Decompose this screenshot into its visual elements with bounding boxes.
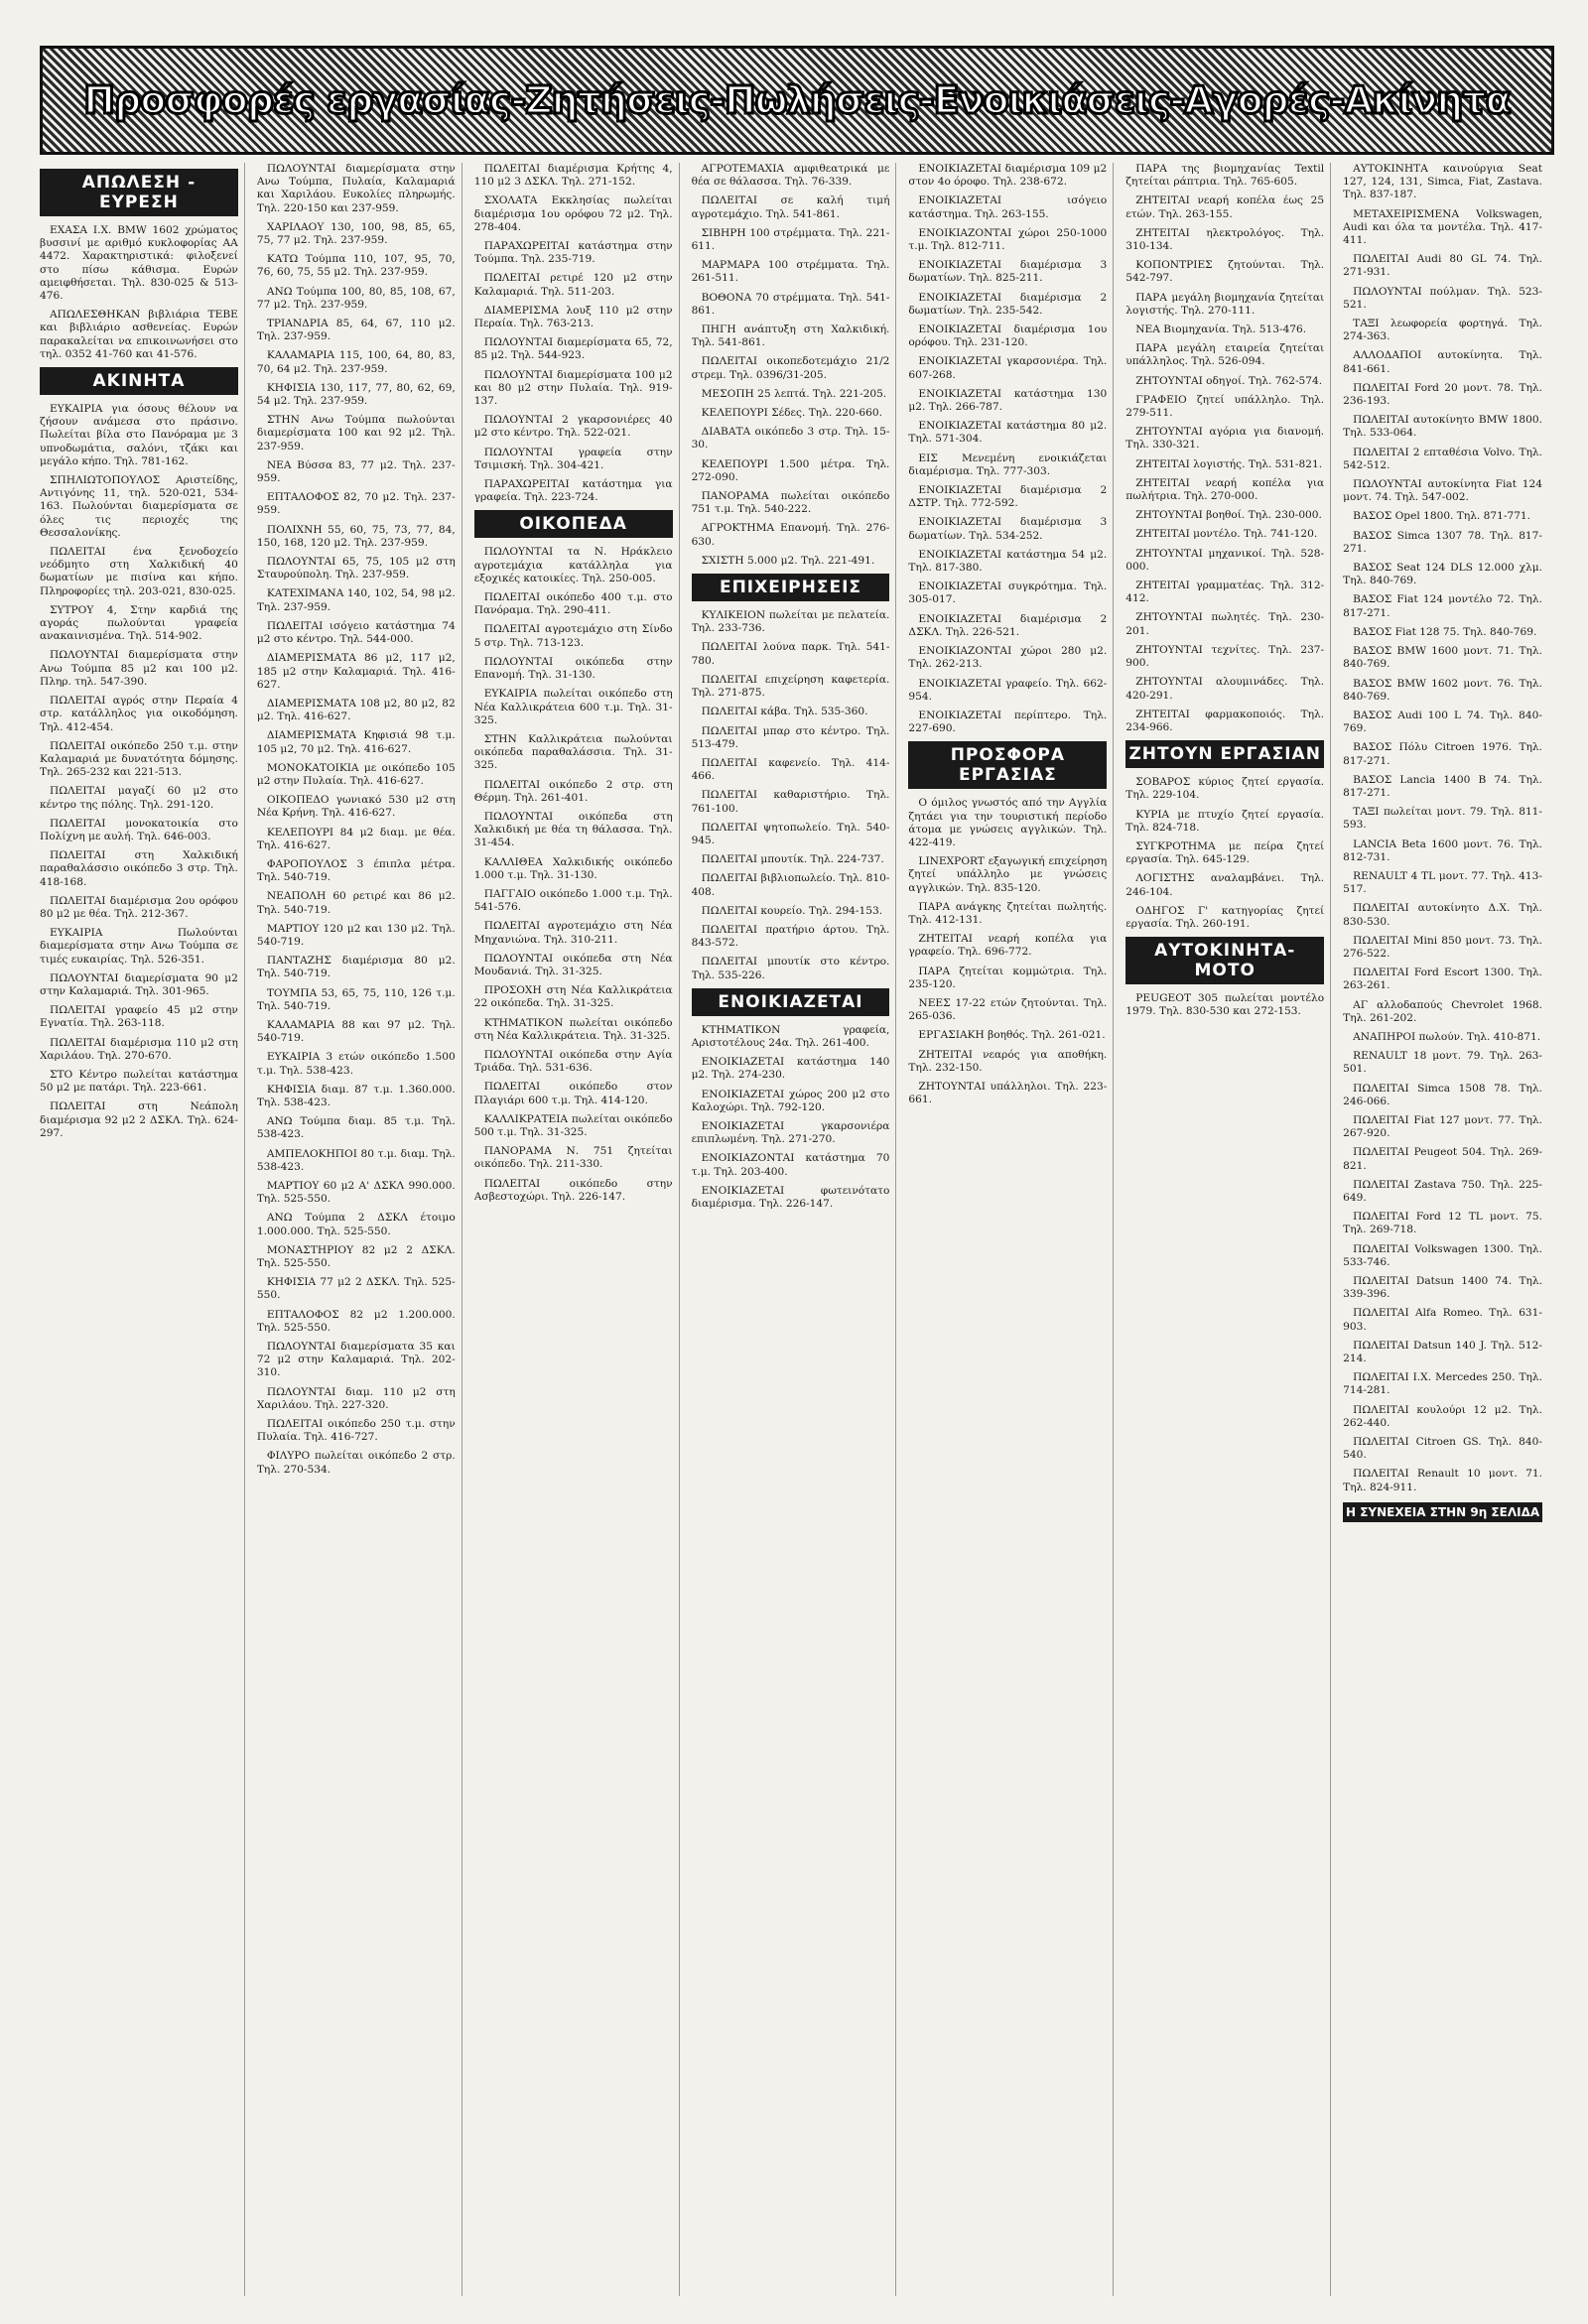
classified-ad: ΖΗΤΟΥΝΤΑΙ οδηγοί. Τηλ. 762-574. (1135, 374, 1323, 387)
classified-ad: ΚΤΗΜΑΤΙΚΟΝ γραφεία, Αριστοτέλους 24α. Τηλ. 261-400. (691, 1023, 890, 1049)
classified-ad: ΕΝΟΙΚΙΑΖΕΤΑΙ γκαρσονιέρα. Τηλ. 607-268. (908, 355, 1108, 381)
classified-ad: ΣΙΒΗΡΗ 100 στρέμματα. Τηλ. 221-611. (691, 226, 890, 253)
continued-note: Η ΣΥΝΕΧΕΙΑ ΣΤΗΝ 9η ΣΕΛΙΔΑ (1343, 1502, 1542, 1522)
classified-ad: ΕΝΟΙΚΙΑΖΕΤΑΙ κατάστημα 140 μ2. Τηλ. 274-230. (691, 1056, 890, 1082)
classified-ad: ΒΑΣΟΣ BMW 1602 μοντ. 76. Τηλ. 840-769. (1343, 677, 1542, 703)
classified-ad: ΕΝΟΙΚΙΑΖΕΤΑΙ διαμέρισμα 2 ΔΣΚΛ. Τηλ. 226-521. (908, 612, 1108, 638)
classified-ad: ΖΗΤΕΙΤΑΙ νεαρός για αποθήκη. Τηλ. 232-150. (908, 1048, 1108, 1074)
classified-ad: ΕΝΟΙΚΙΑΖΟΝΤΑΙ χώροι 250-1000 τ.μ. Τηλ. 812-711. (908, 226, 1108, 253)
classified-ad: ΦΑΡΟΠΟΥΛΟΣ 3 έπιπλα μέτρα. Τηλ. 540-719. (256, 857, 456, 884)
classified-ad: ΚΑΛΑΜΑΡΙΑ 115, 100, 64, 80, 83, 70, 64 μ2. Τηλ. 237-959. (256, 349, 456, 375)
banner-title: Προσφορές εργασίας-Ζητήσεις-Πωλήσεις-Ενοικιάσεις-Αγορές-Ακίνητα (83, 78, 1511, 122)
classified-ad: ΖΗΤΕΙΤΑΙ ηλεκτρολόγος. Τηλ. 310-134. (1125, 226, 1325, 253)
classified-ad: ΕΥΚΑΙΡΙΑ για όσους θέλουν να ζήσουν ανάμεσα στο πράσινο. Πωλείται βίλα στο Πανόραμα με 3 υπνοδωμάτια, σαλόνι, τζάκι και μεγάλο κήπο. Τηλ. 781-162. (40, 403, 238, 467)
classified-ad: ΕΝΟΙΚΙΑΖΕΤΑΙ γκαρσονιέρα επιπλωμένη. Τηλ. 271-270. (691, 1119, 890, 1146)
classified-ad: ΠΩΛΕΙΤΑΙ ρετιρέ 120 μ2 στην Καλαμαριά. Τηλ. 511-203. (473, 272, 673, 298)
classified-ad: ΠΗΓΗ ανάπτυξη στη Χαλκιδική. Τηλ. 541-861. (691, 323, 890, 349)
classified-ad: ΕΧΑΣΑ Ι.Χ. BMW 1602 χρώματος βυσσινί με αριθμό κυκλοφορίας ΑΑ 4472. Χαρακτηριστικά: φιλοξενεί στο πίσω κάθισμα. Ευρών αμειφθήσεται. Τηλ. 830-025 & 513-476. (40, 224, 238, 303)
classified-ad: ΚΥΛΙΚΕΙΟΝ πωλείται με πελατεία. Τηλ. 233-736. (691, 609, 890, 635)
classified-ad: ΒΑΣΟΣ Πόλυ Citroen 1976. Τηλ. 817-271. (1343, 741, 1542, 767)
classified-ad: ΒΑΣΟΣ Fiat 128 75. Τηλ. 840-769. (1353, 625, 1537, 638)
classified-ad: ΠΩΛΕΙΤΑΙ αυτοκίνητο Δ.Χ. Τηλ. 830-530. (1343, 902, 1542, 928)
classified-ad: ΠΩΛΕΙΤΑΙ ισόγειο κατάστημα 74 μ2 στο κέντρο. Τηλ. 544-000. (256, 619, 456, 646)
classified-ad: ΚΟΠΟΝΤΡΙΕΣ ζητούνται. Τηλ. 542-797. (1125, 259, 1325, 285)
classified-ad: ΚΥΡΙΑ με πτυχίο ζητεί εργασία. Τηλ. 824-718. (1125, 808, 1325, 834)
classified-ad: ΠΩΛΟΥΝΤΑΙ 65, 75, 105 μ2 στη Σταυρούπολη. Τηλ. 237-959. (256, 556, 456, 581)
classified-ad: ΑΛΛΟΔΑΠΟΙ αυτοκίνητα. Τηλ. 841-661. (1343, 349, 1542, 375)
classified-ad: ΚΑΛΛΙΚΡΑΤΕΙΑ πωλείται οικόπεδο 500 τ.μ. Τηλ. 31-325. (473, 1112, 673, 1138)
classified-ad: ΑΥΤΟΚΙΝΗΤΑ καινούργια Seat 127, 124, 131, Simca, Fiat, Zastava. Τηλ. 837-187. (1343, 163, 1542, 201)
classified-ad: ΠΩΛΟΥΝΤΑΙ διαμ. 110 μ2 στη Χαριλάου. Τηλ. 227-320. (256, 1385, 456, 1411)
classified-ad: ΠΩΛΕΙΤΑΙ ψητοπωλείο. Τηλ. 540-945. (691, 821, 890, 846)
classified-ad: ΖΗΤΟΥΝΤΑΙ αλουμινάδες. Τηλ. 420-291. (1125, 676, 1325, 702)
classified-ad: ΣΠΗΛΙΩΤΟΠΟΥΛΟΣ Αριστείδης, Αντιγόνης 11, τηλ. 520-021, 534-163. Πωλούνται διαμερίσματα σε όλες τις περιοχές της Θεσσαλονίκης. (40, 474, 238, 539)
section-header: ΑΚΙΝΗΤΑ (40, 367, 238, 395)
classified-ad: ΠΡΟΣΟΧΗ στη Νέα Καλλικράτεια 22 οικόπεδα. Τηλ. 31-325. (473, 984, 673, 1010)
classified-ad: ΠΑΝΟΡΑΜΑ πωλείται οικόπεδο 751 τ.μ. Τηλ. 540-222. (691, 490, 890, 516)
classified-ad: ΚΕΛΕΠΟΥΡΙ 1.500 μέτρα. Τηλ. 272-090. (691, 457, 890, 483)
classified-ad: ΕΝΟΙΚΙΑΖΕΤΑΙ γραφείο. Τηλ. 662-954. (908, 677, 1108, 703)
classified-ad: ΕΝΟΙΚΙΑΖΕΤΑΙ διαμέρισμα 1ου ορόφου. Τηλ. 231-120. (908, 323, 1108, 349)
classified-ad: ΠΩΛΟΥΝΤΑΙ διαμερίσματα 90 μ2 στην Καλαμαριά. Τηλ. 301-965. (40, 971, 238, 997)
classified-ad: ΠΩΛΕΙΤΑΙ Ford 20 μοντ. 78. Τηλ. 236-193. (1343, 381, 1542, 408)
classified-ad: ΑΓΡΟΤΕΜΑΧΙΑ αμφιθεατρικά με θέα σε θάλασσα. Τηλ. 76-339. (691, 163, 890, 189)
classified-ad: ΠΩΛΕΙΤΑΙ επιχείρηση καφετερία. Τηλ. 271-875. (691, 673, 890, 700)
classified-ad: ΠΩΛΕΙΤΑΙ γραφείο 45 μ2 στην Εγνατία. Τηλ. 263-118. (40, 1004, 238, 1030)
column-7 (1343, 163, 1548, 2296)
classified-ad: ΣΤΟ Κέντρο πωλείται κατάστημα 50 μ2 με πατάρι. Τηλ. 223-661. (40, 1068, 238, 1095)
classified-ad: ΠΩΛΕΙΤΑΙ πρατήριο άρτου. Τηλ. 843-572. (691, 923, 890, 950)
section-header: ΑΠΩΛΕΣΗ - ΕΥΡΕΣΗ (40, 169, 238, 216)
classified-ad: ΖΗΤΟΥΝΤΑΙ αγόρια για διανομή. Τηλ. 330-321. (1125, 426, 1325, 452)
classified-ad: ΖΗΤΕΙΤΑΙ νεαρή κοπέλα έως 25 ετών. Τηλ. 263-155. (1125, 194, 1325, 220)
classified-ad: ΑΝΩ Τούμπα 100, 80, 85, 108, 67, 77 μ2. Τηλ. 237-959. (256, 285, 456, 311)
classified-ad: ΠΩΛΟΥΝΤΑΙ αυτοκίνητα Fiat 124 μοντ. 74. Τηλ. 547-002. (1343, 478, 1542, 504)
classified-ad: ΕΝΟΙΚΙΑΖΕΤΑΙ κατάστημα 54 μ2. Τηλ. 817-380. (908, 548, 1108, 575)
classified-ad: ΠΩΛΟΥΝΤΑΙ οικόπεδα στη Χαλκιδική με θέα τη θάλασσα. Τηλ. 31-454. (473, 810, 673, 849)
classified-ad: ΠΩΛΕΙΤΑΙ κουλούρι 12 μ2. Τηλ. 262-440. (1343, 1403, 1542, 1429)
section-header: ΠΡΟΣΦΟΡΑ ΕΡΓΑΣΙΑΣ (908, 741, 1107, 789)
classified-ad: ΠΩΛΟΥΝΤΑΙ γραφεία στην Τσιμισκή. Τηλ. 304-421. (473, 446, 673, 471)
column-3 (474, 163, 680, 2296)
classified-ad: ΟΙΚΟΠΕΔΟ γωνιακό 530 μ2 στη Νέα Κρήνη. Τηλ. 416-627. (256, 794, 456, 820)
classified-ad: ΚΗΦΙΣΙΑ 130, 117, 77, 80, 62, 69, 54 μ2. Τηλ. 237-959. (256, 381, 456, 408)
classified-ad: ΠΩΛΟΥΝΤΑΙ διαμερίσματα 100 μ2 και 80 μ2 στην Πυλαία. Τηλ. 919-137. (473, 368, 673, 408)
classified-ad: ΠΑΓΓΑΙΟ οικόπεδο 1.000 τ.μ. Τηλ. 541-576. (473, 887, 673, 914)
classified-ad: LINEXPORT εξαγωγική επιχείρηση ζητεί υπάλληλο με γνώσεις αγγλικών. Τηλ. 835-120. (908, 855, 1108, 894)
section-header: ΕΝΟΙΚΙΑΖΕΤΑΙ (692, 988, 890, 1016)
classified-ad: ΠΩΛΟΥΝΤΑΙ οικόπεδα στην Αγία Τριάδα. Τηλ. 531-636. (473, 1048, 673, 1075)
classified-ad: ΠΩΛΕΙΤΑΙ μπουτίκ στο κέντρο. Τηλ. 535-226. (691, 956, 890, 981)
classified-ad: ΠΩΛΕΙΤΑΙ οικόπεδο 250 τ.μ. στην Πυλαία. Τηλ. 416-727. (256, 1418, 456, 1444)
classified-ad: ΑΜΠΕΛΟΚΗΠΟΙ 80 τ.μ. διαμ. Τηλ. 538-423. (256, 1147, 456, 1173)
classified-ad: ΠΑΝΟΡΑΜΑ Ν. 751 ζητείται οικόπεδο. Τηλ. 211-330. (473, 1145, 673, 1171)
classified-ad: ΚΗΦΙΣΙΑ διαμ. 87 τ.μ. 1.360.000. Τηλ. 538-423. (256, 1083, 456, 1108)
classified-ad: ΕΙΣ Μενεμένη ενοικιάζεται διαμέρισμα. Τηλ. 777-303. (908, 452, 1108, 477)
classified-ad: ΔΙΑΜΕΡΙΣΜΑΤΑ 108 μ2, 80 μ2, 82 μ2. Τηλ. 416-627. (256, 697, 456, 723)
classified-ad: ΔΙΑΜΕΡΙΣΜΑΤΑ 86 μ2, 117 μ2, 185 μ2 στην Καλαμαριά. Τηλ. 416-627. (256, 652, 456, 691)
section-header: ΑΥΤΟΚΙΝΗΤΑ-ΜΟΤΟ (1125, 937, 1324, 984)
classified-ad: ΠΩΛΕΙΤΑΙ Peugeot 504. Τηλ. 269-821. (1343, 1146, 1542, 1172)
classified-ad: ΕΝΟΙΚΙΑΖΟΝΤΑΙ κατάστημα 70 τ.μ. Τηλ. 203-400. (691, 1152, 890, 1178)
classified-ad: ΠΑΡΑΧΩΡΕΙΤΑΙ κατάστημα για γραφεία. Τηλ. 223-724. (473, 478, 673, 504)
classified-ad: ΔΙΑΜΕΡΙΣΜΑ λουξ 110 μ2 στην Περαία. Τηλ. 763-213. (473, 304, 673, 330)
classified-ad: ΣΥΓΚΡΟΤΗΜΑ με πείρα ζητεί εργασία. Τηλ. 645-129. (1125, 839, 1325, 866)
classified-ad: ΠΩΛΕΙΤΑΙ μαγαζί 60 μ2 στο κέντρο της πόλης. Τηλ. 291-120. (40, 785, 238, 811)
classified-ad: ΑΠΩΛΕΣΘΗΚΑΝ βιβλιάρια ΤΕΒΕ και βιβλιάριο ασθενείας. Ευρών παρακαλείται να επικοινωνήσει στο τηλ. 0352 41-760 και 41-576. (40, 309, 238, 360)
classified-ad: ΕΠΤΑΛΟΦΟΣ 82 μ2 1.200.000. Τηλ. 525-550. (256, 1308, 456, 1334)
classified-ad: ΠΩΛΕΙΤΑΙ 2 επταθέσια Volvo. Τηλ. 542-512. (1343, 446, 1542, 471)
column-1 (40, 163, 245, 2296)
classified-ad: ΕΝΟΙΚΙΑΖΕΤΑΙ διαμέρισμα 109 μ2 στον 4ο όροφο. Τηλ. 238-672. (908, 163, 1108, 189)
classified-ad: ΚΑΤΩ Τούμπα 110, 107, 95, 70, 76, 60, 75, 55 μ2. Τηλ. 237-959. (256, 253, 456, 279)
classified-ad: ΖΗΤΟΥΝΤΑΙ μηχανικοί. Τηλ. 528-000. (1125, 547, 1325, 573)
classified-ad: ΖΗΤΕΙΤΑΙ λογιστής. Τηλ. 531-821. (1135, 457, 1323, 470)
classified-ad: ΚΑΛΛΙΘΕΑ Χαλκιδικής οικόπεδο 1.000 τ.μ. Τηλ. 31-130. (473, 855, 673, 881)
classified-ad: ΚΕΛΕΠΟΥΡΙ 84 μ2 διαμ. με θέα. Τηλ. 416-627. (256, 826, 456, 851)
classified-ad: ΠΩΛΕΙΤΑΙ οικόπεδο 400 τ.μ. στο Πανόραμα. Τηλ. 290-411. (473, 591, 673, 617)
column-2 (257, 163, 463, 2296)
classified-ad: ΝΕΕΣ 17-22 ετών ζητούνται. Τηλ. 265-036. (908, 996, 1108, 1023)
classified-ad: ΛΟΓΙΣΤΗΣ αναλαμβάνει. Τηλ. 246-104. (1125, 872, 1325, 898)
classified-ad: ΕΝΟΙΚΙΑΖΟΝΤΑΙ χώροι 280 μ2. Τηλ. 262-213. (908, 645, 1108, 671)
classified-ad: ΠΩΛΕΙΤΑΙ οικόπεδο 250 τ.μ. στην Καλαμαριά με δυνατότητα δόμησης. Τηλ. 265-232 και 221-513. (40, 739, 238, 779)
classified-ad: ΠΩΛΕΙΤΑΙ διαμέρισμα Κρήτης 4, 110 μ2 3 ΔΣΚΛ. Τηλ. 271-152. (473, 163, 673, 189)
classified-ad: ΠΩΛΟΥΝΤΑΙ διαμερίσματα στην Ανω Τούμπα 85 μ2 και 100 μ2. Πληρ. τηλ. 547-390. (40, 649, 238, 688)
classified-ad: ΠΑΡΑ μεγάλη εταιρεία ζητείται υπάλληλος. Τηλ. 526-094. (1125, 342, 1325, 368)
classified-ad: ΓΡΑΦΕΙΟ ζητεί υπάλληλο. Τηλ. 279-511. (1125, 393, 1325, 420)
classified-ad: ΠΩΛΕΙΤΑΙ Mini 850 μοντ. 73. Τηλ. 276-522. (1343, 934, 1542, 960)
classified-ad: ΠΩΛΕΙΤΑΙ στη Νεάπολη διαμέρισμα 92 μ2 2 ΔΣΚΛ. Τηλ. 624-297. (40, 1100, 238, 1139)
classified-ad: ΑΓ αλλοδαπούς Chevrolet 1968. Τηλ. 261-202. (1343, 998, 1542, 1024)
classified-ad: ΕΝΟΙΚΙΑΖΕΤΑΙ διαμέρισμα 3 δωματίων. Τηλ. 534-252. (908, 516, 1108, 542)
classified-ad: Ο όμιλος γνωστός από την Αγγλία ζητάει για την τουριστική περίοδο άτομα με γνώσεις αγγλικών. Τηλ. 422-419. (908, 797, 1108, 848)
classified-ad: ΠΩΛΕΙΤΑΙ καθαριστήριο. Τηλ. 761-100. (691, 789, 890, 815)
classified-ad: ΕΝΟΙΚΙΑΖΕΤΑΙ διαμέρισμα 2 δωματίων. Τηλ. 235-542. (908, 291, 1108, 317)
classified-ad: ΣΧΟΛΑΤΑ Εκκλησίας πωλείται διαμέρισμα 1ου ορόφου 72 μ2. Τηλ. 278-404. (473, 194, 673, 233)
classified-ad: ΖΗΤΕΙΤΑΙ νεαρή κοπέλα για πωλήτρια. Τηλ. 270-000. (1125, 476, 1325, 503)
column-6 (1125, 163, 1331, 2296)
classified-ad: ΝΕΑ Βιομηχανία. Τηλ. 513-476. (1135, 323, 1307, 336)
classified-ad: ΔΙΑΒΑΤΑ οικόπεδο 3 στρ. Τηλ. 15-30. (691, 426, 890, 452)
classified-ad: ΕΠΤΑΛΟΦΟΣ 82, 70 μ2. Τηλ. 237-959. (256, 491, 456, 517)
classified-ad: ΠΑΡΑ ανάγκης ζητείται πωλητής. Τηλ. 412-131. (908, 900, 1108, 926)
classified-ad: ΝΕΑ Βύσσα 83, 77 μ2. Τηλ. 237-959. (256, 458, 456, 485)
classified-ad: ΜΑΡΤΙΟΥ 120 μ2 και 130 μ2. Τηλ. 540-719. (256, 922, 456, 948)
classified-ad: ΔΙΑΜΕΡΙΣΜΑΤΑ Κηφισιά 98 τ.μ. 105 μ2, 70 μ2. Τηλ. 416-627. (256, 729, 456, 755)
classified-ad: ΠΩΛΟΥΝΤΑΙ οικόπεδα στη Νέα Μουδανιά. Τηλ. 31-325. (473, 952, 673, 977)
classified-ad: ΠΑΡΑ μεγάλη βιομηχανία ζητείται λογιστής. Τηλ. 270-111. (1125, 291, 1325, 317)
classified-ad: ΖΗΤΕΙΤΑΙ γραμματέας. Τηλ. 312-412. (1125, 580, 1325, 605)
classified-ad: ΠΑΡΑΧΩΡΕΙΤΑΙ κατάστημα στην Τούμπα. Τηλ. 235-719. (473, 240, 673, 266)
classified-ad: ΠΑΡΑ της βιομηχανίας Textil ζητείται ράπτρια. Τηλ. 765-605. (1125, 163, 1325, 189)
classified-ad: LANCIA Beta 1600 μοντ. 76. Τηλ. 812-731. (1343, 838, 1542, 863)
classified-ad: ΣΥΤΡΟΥ 4, Στην καρδιά της αγοράς πωλούνται γραφεία ανακαινισμένα. Τηλ. 514-902. (40, 603, 238, 643)
classified-ad: ΠΩΛΟΥΝΤΑΙ 2 γκαρσονιέρες 40 μ2 στο κέντρο. Τηλ. 522-021. (473, 414, 673, 440)
classified-ad: ΖΗΤΟΥΝΤΑΙ πωλητές. Τηλ. 230-201. (1125, 611, 1325, 637)
classified-ad: ΒΟΘΟΝΑ 70 στρέμματα. Τηλ. 541-861. (691, 291, 890, 317)
classified-ad: ΜΟΝΟΚΑΤΟΙΚΙΑ με οικόπεδο 105 μ2 στην Πυλαία. Τηλ. 416-627. (256, 761, 456, 787)
section-header: ΖΗΤΟΥΝ ΕΡΓΑΣΙΑΝ (1125, 740, 1324, 768)
classified-ad: ΠΩΛΕΙΤΑΙ στη Χαλκιδική παραθαλάσσιο οικόπεδο 3 στρ. Τηλ. 418-168. (40, 849, 238, 888)
classified-ad: ΠΩΛΕΙΤΑΙ λούνα παρκ. Τηλ. 541-780. (691, 641, 890, 667)
classified-ad: ΤΑΞΙ λεωφορεία φορτηγά. Τηλ. 274-363. (1343, 318, 1542, 343)
classified-ad: ΖΗΤΕΙΤΑΙ νεαρή κοπέλα για γραφείο. Τηλ. 696-772. (908, 933, 1108, 959)
classified-ad: ΒΑΣΟΣ Opel 1800. Τηλ. 871-771. (1353, 510, 1531, 523)
classified-ad: ΠΩΛΕΙΤΑΙ Ι.Χ. Mercedes 250. Τηλ. 714-281. (1343, 1371, 1542, 1397)
classified-ad: ΣΧΙΣΤΗ 5.000 μ2. Τηλ. 221-491. (701, 554, 875, 567)
section-header: ΕΠΙΧΕΙΡΗΣΕΙΣ (692, 574, 890, 601)
classified-ad: ΕΝΟΙΚΙΑΖΕΤΑΙ περίπτερο. Τηλ. 227-690. (908, 709, 1108, 735)
classified-ad: ΠΩΛΟΥΝΤΑΙ τα Ν. Ηράκλειο αγροτεμάχια κατάλληλα για εξοχικές κατοικίες. Τηλ. 250-005. (473, 546, 673, 584)
classified-ad: ΒΑΣΟΣ BMW 1600 μοντ. 71. Τηλ. 840-769. (1343, 645, 1542, 671)
classified-ad: ΠΩΛΕΙΤΑΙ μονοκατοικία στο Πολίχνη με αυλή. Τηλ. 646-003. (40, 817, 238, 842)
classified-ad: ΠΩΛΕΙΤΑΙ Audi 80 GL 74. Τηλ. 271-931. (1343, 253, 1542, 279)
classified-ad: ΜΑΡΜΑΡΑ 100 στρέμματα. Τηλ. 261-511. (691, 259, 890, 285)
column-5 (908, 163, 1114, 2296)
classified-ad: ΠΩΛΕΙΤΑΙ Renault 10 μοντ. 71. Τηλ. 824-911. (1343, 1468, 1542, 1493)
classified-ad: ΠΩΛΕΙΤΑΙ Datsun 140 J. Τηλ. 512-214. (1343, 1339, 1542, 1365)
classified-ad: ΒΑΣΟΣ Simca 1307 78. Τηλ. 817-271. (1343, 529, 1542, 555)
classified-columns (40, 163, 1548, 2296)
classified-ad: ΠΩΛΕΙΤΑΙ ένα ξενοδοχείο νεόδμητο στη Χαλκιδική 40 δωματίων με πισίνα και κήπο. Πληροφορίες τηλ. 203-021, 830-025. (40, 546, 238, 597)
classified-ad: ΖΗΤΟΥΝΤΑΙ υπάλληλοι. Τηλ. 223-661. (908, 1080, 1108, 1106)
classified-ad: ΦΙΛΥΡΟ πωλείται οικόπεδο 2 στρ. Τηλ. 270-534. (256, 1450, 456, 1476)
classified-ad: ΑΓΡΟΚΤΗΜΑ Επανομή. Τηλ. 276-630. (691, 522, 890, 548)
classified-ad: ΚΑΛΑΜΑΡΙΑ 88 και 97 μ2. Τηλ. 540-719. (256, 1018, 456, 1045)
classified-ad: ΠΩΛΕΙΤΑΙ Fiat 127 μοντ. 77. Τηλ. 267-920. (1343, 1113, 1542, 1140)
classified-ad: ΑΝΩ Τούμπα διαμ. 85 τ.μ. Τηλ. 538-423. (256, 1115, 456, 1141)
classified-ad: ΕΝΟΙΚΙΑΖΕΤΑΙ συγκρότημα. Τηλ. 305-017. (908, 581, 1108, 606)
column-4 (692, 163, 897, 2296)
classified-ad: RENAULT 4 TL μοντ. 77. Τηλ. 413-517. (1343, 869, 1542, 896)
page-banner (40, 46, 1554, 155)
classified-ad: ΠΩΛΕΙΤΑΙ καφενείο. Τηλ. 414-466. (691, 756, 890, 783)
classified-ad: ΠΩΛΕΙΤΑΙ κάβα. Τηλ. 535-360. (701, 706, 868, 718)
classified-ad: ΠΩΛΕΙΤΑΙ βιβλιοπωλείο. Τηλ. 810-408. (691, 872, 890, 898)
classified-ad: ΠΩΛΕΙΤΑΙ κουρείο. Τηλ. 294-153. (701, 904, 883, 917)
classified-ad: ΜΟΝΑΣΤΗΡΙΟΥ 82 μ2 2 ΔΣΚΛ. Τηλ. 525-550. (256, 1243, 456, 1270)
classified-ad: ΕΥΚΑΙΡΙΑ πωλείται οικόπεδο στη Νέα Καλλικράτεια 600 τ.μ. Τηλ. 31-325. (473, 688, 673, 726)
classified-ad: ΕΝΟΙΚΙΑΖΕΤΑΙ φωτεινότατο διαμέρισμα. Τηλ. 226-147. (691, 1184, 890, 1210)
classified-ad: ΠΩΛΟΥΝΤΑΙ διαμερίσματα 35 και 72 μ2 στην Καλαμαριά. Τηλ. 202-310. (256, 1341, 456, 1379)
classified-ad: ΕΥΚΑΙΡΙΑ 3 ετών οικόπεδο 1.500 τ.μ. Τηλ. 538-423. (256, 1051, 456, 1077)
classified-ad: ΕΝΟΙΚΙΑΖΕΤΑΙ κατάστημα 80 μ2. Τηλ. 571-304. (908, 420, 1108, 446)
classified-ad: ΠΩΛΕΙΤΑΙ αγρός στην Περαία 4 στρ. κατάλληλος για οικοδόμηση. Τηλ. 412-454. (40, 695, 238, 733)
classified-ad: ΒΑΣΟΣ Fiat 124 μοντέλο 72. Τηλ. 817-271. (1343, 593, 1542, 619)
classified-ad: ΚΕΛΕΠΟΥΡΙ Σέδες. Τηλ. 220-660. (701, 407, 882, 420)
classified-ad: ΤΡΙΑΝΔΡΙΑ 85, 64, 67, 110 μ2. Τηλ. 237-959. (256, 318, 456, 343)
classified-ad: ΠΩΛΕΙΤΑΙ Citroen GS. Τηλ. 840-540. (1343, 1436, 1542, 1462)
classified-ad: ΠΩΛΕΙΤΑΙ σε καλή τιμή αγροτεμάχιο. Τηλ. 541-861. (691, 194, 890, 220)
classified-ad: RENAULT 18 μοντ. 79. Τηλ. 263-501. (1343, 1050, 1542, 1076)
classified-ad: ΠΩΛΕΙΤΑΙ Zastava 750. Τηλ. 225-649. (1343, 1178, 1542, 1204)
classified-ad: ΜΕΤΑΧΕΙΡΙΣΜΕΝΑ Volkswagen, Audi και όλα τα μοντέλα. Τηλ. 417-411. (1343, 207, 1542, 247)
classified-ad: ΚΗΦΙΣΙΑ 77 μ2 2 ΔΣΚΛ. Τηλ. 525-550. (256, 1276, 456, 1302)
classified-ad: ΤΑΞΙ πωλείται μοντ. 79. Τηλ. 811-593. (1343, 806, 1542, 832)
classified-ad: ΒΑΣΟΣ Lancia 1400 B 74. Τηλ. 817-271. (1343, 773, 1542, 799)
classified-ad: ΧΑΡΙΛΑΟΥ 130, 100, 98, 85, 65, 75, 77 μ2. Τηλ. 237-959. (256, 220, 456, 247)
classified-ad: ΕΥΚΑΙΡΙΑ Πωλούνται διαμερίσματα στην Ανω Τούμπα σε τιμές ευκαιρίας. Τηλ. 526-351. (40, 927, 238, 966)
classified-ad: ΠΩΛΟΥΝΤΑΙ οικόπεδα στην Επανομή. Τηλ. 31-130. (473, 655, 673, 682)
classified-ad: ΑΝΑΠΗΡΟΙ πωλούν. Τηλ. 410-871. (1353, 1030, 1541, 1043)
classified-ad: ΠΩΛΕΙΤΑΙ αγροτεμάχιο στη Νέα Μηχανιώνα. Τηλ. 310-211. (473, 920, 673, 946)
classified-ad: ΠΩΛΕΙΤΑΙ διαμέρισμα 110 μ2 στη Χαριλάου. Τηλ. 270-670. (40, 1036, 238, 1062)
classified-ad: ΠΩΛΟΥΝΤΑΙ διαμερίσματα στην Ανω Τούμπα, Πυλαία, Καλαμαριά και Χαριλάου. Ευκολίες πληρωμής. Τηλ. 220-150 και 237-959. (256, 163, 456, 214)
classified-ad: ΠΩΛΕΙΤΑΙ μπουτίκ. Τηλ. 224-737. (701, 853, 884, 866)
classified-ad: ΠΩΛΕΙΤΑΙ οικόπεδο στην Ασβεστοχώρι. Τηλ. 226-147. (473, 1177, 673, 1203)
classified-ad: ΠΩΛΕΙΤΑΙ διαμέρισμα 2ου ορόφου 80 μ2 με θέα. Τηλ. 212-367. (40, 894, 238, 920)
classified-ad: ΠΑΝΤΑΖΗΣ διαμέρισμα 80 μ2. Τηλ. 540-719. (256, 955, 456, 980)
classified-ad: ΠΩΛΕΙΤΑΙ Ford Escort 1300. Τηλ. 263-261. (1343, 967, 1542, 992)
classified-ad: ΠΩΛΕΙΤΑΙ Ford 12 TL μοντ. 75. Τηλ. 269-718. (1343, 1211, 1542, 1236)
classified-ad: ΠΩΛΕΙΤΑΙ αυτοκίνητο BMW 1800. Τηλ. 533-064. (1343, 414, 1542, 440)
classified-ad: ΖΗΤΕΙΤΑΙ φαρμακοποιός. Τηλ. 234-966. (1125, 708, 1325, 733)
classified-ad: ΕΝΟΙΚΙΑΖΕΤΑΙ διαμέρισμα 2 ΔΣΤΡ. Τηλ. 772-592. (908, 484, 1108, 510)
classified-ad: ΕΡΓΑΣΙΑΚΗ βοηθός. Τηλ. 261-021. (918, 1029, 1106, 1042)
classified-ad: ΕΝΟΙΚΙΑΖΕΤΑΙ κατάστημα 130 μ2. Τηλ. 266-787. (908, 387, 1108, 414)
classified-ad: ΠΩΛΕΙΤΑΙ οικόπεδο 2 στρ. στη Θέρμη. Τηλ. 261-401. (473, 778, 673, 804)
classified-ad: ΖΗΤΟΥΝΤΑΙ τεχνίτες. Τηλ. 237-900. (1125, 643, 1325, 670)
classified-ad: ΚΑΤΕΧΙΜΑΝΑ 140, 102, 54, 98 μ2. Τηλ. 237-959. (256, 587, 456, 613)
classified-ad: ΕΝΟΙΚΙΑΖΕΤΑΙ χώρος 200 μ2 στο Καλοχώρι. Τηλ. 792-120. (691, 1088, 890, 1113)
classified-ad: ΠΩΛΕΙΤΑΙ Simca 1508 78. Τηλ. 246-066. (1343, 1082, 1542, 1107)
classified-ad: ΠΩΛΕΙΤΑΙ Volkswagen 1300. Τηλ. 533-746. (1343, 1242, 1542, 1268)
classified-ad: ΠΩΛΕΙΤΑΙ αγροτεμάχιο στη Σίνδο 5 στρ. Τηλ. 713-123. (473, 623, 673, 649)
classified-ad: ΜΕΣΟΠΗ 25 λεπτά. Τηλ. 221-205. (701, 387, 887, 400)
classified-ad: ΒΑΣΟΣ Seat 124 DLS 12.000 χλμ. Τηλ. 840-769. (1343, 562, 1542, 587)
classified-ad: ΠΩΛΕΙΤΑΙ οικόπεδο στον Πλαγιάρι 600 τ.μ. Τηλ. 414-120. (473, 1081, 673, 1106)
classified-ad: ΑΝΩ Τούμπα 2 ΔΣΚΛ έτοιμο 1.000.000. Τηλ. 525-550. (256, 1212, 456, 1237)
classified-ad: ΣΤΗΝ Καλλικράτεια πωλούνται οικόπεδα παραθαλάσσια. Τηλ. 31-325. (473, 732, 673, 772)
classified-ad: ΠΑΡΑ ζητείται κομμώτρια. Τηλ. 235-120. (908, 965, 1108, 990)
classified-ad: ΣΤΗΝ Ανω Τούμπα πωλούνται διαμερίσματα 100 και 92 μ2. Τηλ. 237-959. (256, 414, 456, 452)
classified-ad: ΠΩΛΕΙΤΑΙ μπαρ στο κέντρο. Τηλ. 513-479. (691, 724, 890, 750)
classified-ad: ΜΑΡΤΙΟΥ 60 μ2 Α' ΔΣΚΛ 990.000. Τηλ. 525-550. (256, 1180, 456, 1206)
classified-ad: ΤΟΥΜΠΑ 53, 65, 75, 110, 126 τ.μ. Τηλ. 540-719. (256, 986, 456, 1012)
classified-ad: ΠΩΛΟΥΝΤΑΙ πούλμαν. Τηλ. 523-521. (1343, 285, 1542, 311)
classified-ad: ΕΝΟΙΚΙΑΖΕΤΑΙ ισόγειο κατάστημα. Τηλ. 263-155. (908, 194, 1108, 220)
section-header: ΟΙΚΟΠΕΔΑ (474, 510, 673, 538)
classified-ad: ΠΩΛΕΙΤΑΙ οικοπεδοτεμάχιο 21/2 στρεμ. Τηλ. 0396/31-205. (691, 355, 890, 381)
classified-ad: ΖΗΤΟΥΝΤΑΙ βοηθοί. Τηλ. 230-000. (1135, 509, 1322, 522)
classified-ad: PEUGEOT 305 πωλείται μοντέλο 1979. Τηλ. 830-530 και 272-153. (1125, 992, 1325, 1018)
classified-ad: ΒΑΣΟΣ Audi 100 L 74. Τηλ. 840-769. (1343, 709, 1542, 735)
classified-ad: ΠΩΛΟΥΝΤΑΙ διαμερίσματα 65, 72, 85 μ2. Τηλ. 544-923. (473, 336, 673, 362)
classified-ad: ΟΔΗΓΟΣ Γ' κατηγορίας ζητεί εργασία. Τηλ. 260-191. (1125, 904, 1325, 930)
classified-ad: ΝΕΑΠΟΛΗ 60 ρετιρέ και 86 μ2. Τηλ. 540-719. (256, 890, 456, 916)
classified-ad: ΠΩΛΕΙΤΑΙ Datsun 1400 74. Τηλ. 339-396. (1343, 1275, 1542, 1301)
classified-ad: ΠΟΛΙΧΝΗ 55, 60, 75, 73, 77, 84, 150, 168, 120 μ2. Τηλ. 237-959. (256, 523, 456, 549)
classified-ad: ΠΩΛΕΙΤΑΙ Alfa Romeo. Τηλ. 631-903. (1343, 1307, 1542, 1333)
classified-ad: ΚΤΗΜΑΤΙΚΟΝ πωλείται οικόπεδο στη Νέα Καλλικράτεια. Τηλ. 31-325. (473, 1016, 673, 1042)
classified-ad: ΣΟΒΑΡΟΣ κύριος ζητεί εργασία. Τηλ. 229-104. (1125, 776, 1325, 802)
classified-ad: ΕΝΟΙΚΙΑΖΕΤΑΙ διαμέρισμα 3 δωματίων. Τηλ. 825-211. (908, 259, 1108, 285)
classified-ad: ΖΗΤΕΙΤΑΙ μοντέλο. Τηλ. 741-120. (1135, 528, 1318, 541)
